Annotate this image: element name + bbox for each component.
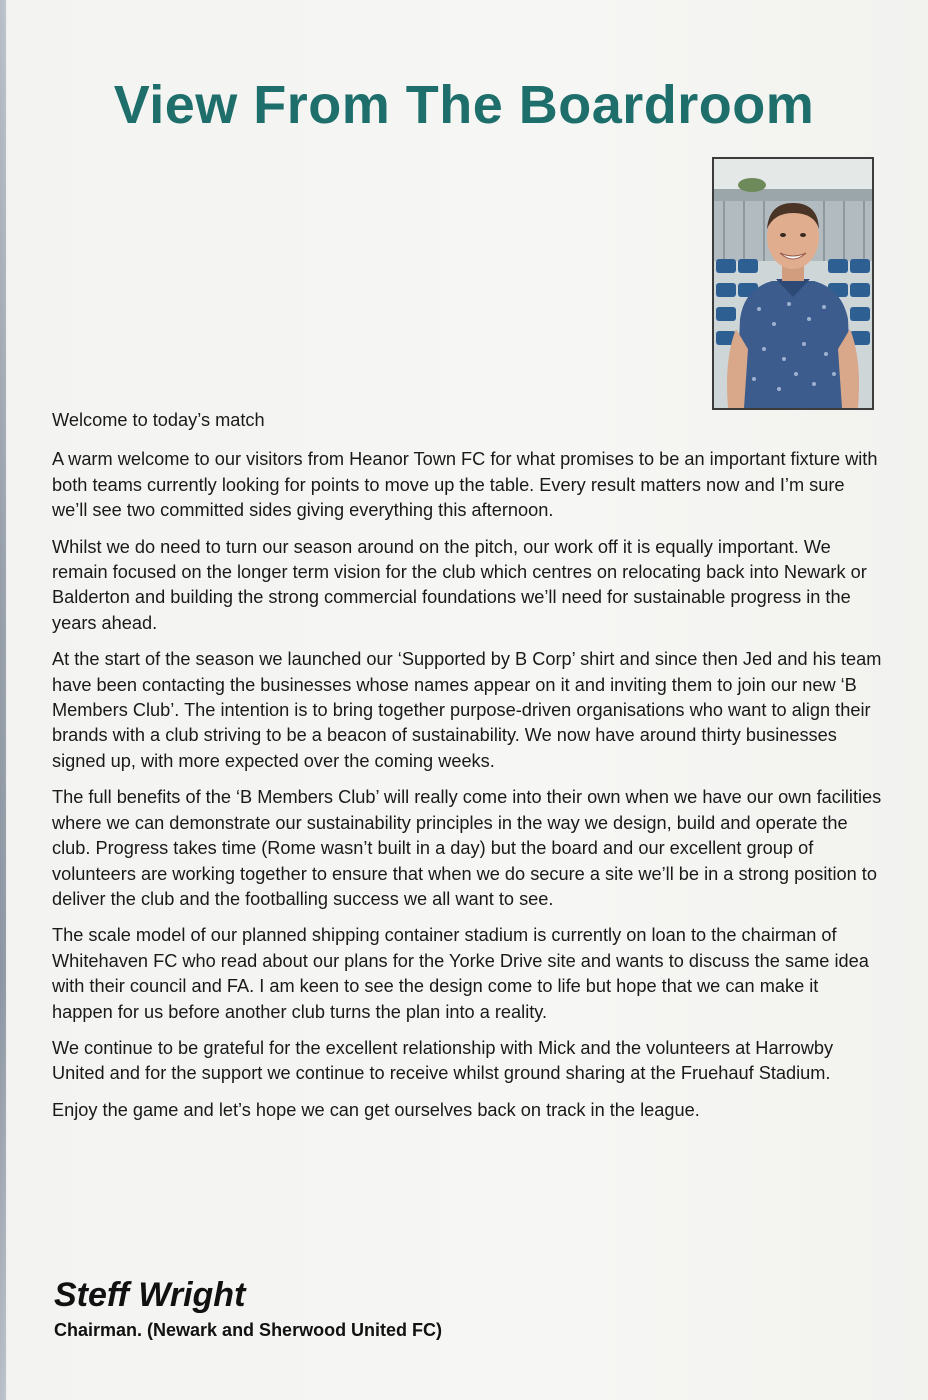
page-edge-shadow: [0, 0, 6, 1400]
paragraph-welcome-visitors: A warm welcome to our visitors from Heanor Town FC for what promises to be an important fixture with both teams currently looking for points to move up the table. Every result matters now and I’m sure we’ll see two committed sides giving everything this afternoon.: [52, 449, 878, 521]
paragraph-long-term-vision: Whilst we do need to turn our season around on the pitch, our work off it is equally important. We remain focused on the longer term vision for the club which centres on relocating back into Newark or Balderton and building the strong commercial foundations we’ll need for sustainable progress in the years ahead.: [52, 536, 867, 633]
paragraph-closing: Enjoy the game and let’s hope we can get ourselves back on track in the league.: [52, 1099, 700, 1120]
paragraph-b-members-club: The full benefits of the ‘B Members Club’ will really come into their own when we have our own facilities where we can demonstrate our sustainability principles in the way we design, build and operate the club. Progress takes time (Rome wasn’t built in a day) but the board and our excellent group of volunteers are working together to ensure that when we do secure a site we’ll be in a strong position to deliver the club and the footballing success we all want to see.: [52, 787, 882, 909]
chairman-photo: [712, 157, 874, 410]
paragraph-ground-share: We continue to be grateful for the excellent relationship with Mick and the volunteers at Harrowby United and for the support we continue to receive whilst ground sharing at the Fruehauf Stadium.: [52, 1037, 834, 1084]
signature-name: Steff Wright: [54, 1276, 246, 1314]
paragraph-b-corp-shirt: At the start of the season we launched our ‘Supported by B Corp’ shirt and since then Jed and his team have been contacting the businesses whose names appear on it and inviting them to join our new ‘B Members Club’. The intention is to bring together purpose-driven organisations who want to align their brands with a club striving to be a beacon of sustainability. We now have around thirty businesses signed up, with more expected over the coming weeks.: [52, 649, 882, 771]
greeting-paragraph: Welcome to today’s match: [52, 410, 265, 430]
article-body: [52, 408, 882, 1134]
paragraph-stadium-model: The scale model of our planned shipping container stadium is currently on loan to the chairman of Whitehaven FC who read about our plans for the Yorke Drive site and wants to discuss the same idea with their council and FA. I am keen to see the design come to life but hope that we can make it happen for us before another club turns the plan into a reality.: [52, 925, 869, 1022]
signature-role: Chairman. (Newark and Sherwood United FC): [54, 1320, 443, 1340]
page-title: View From The Boardroom: [113, 75, 815, 135]
